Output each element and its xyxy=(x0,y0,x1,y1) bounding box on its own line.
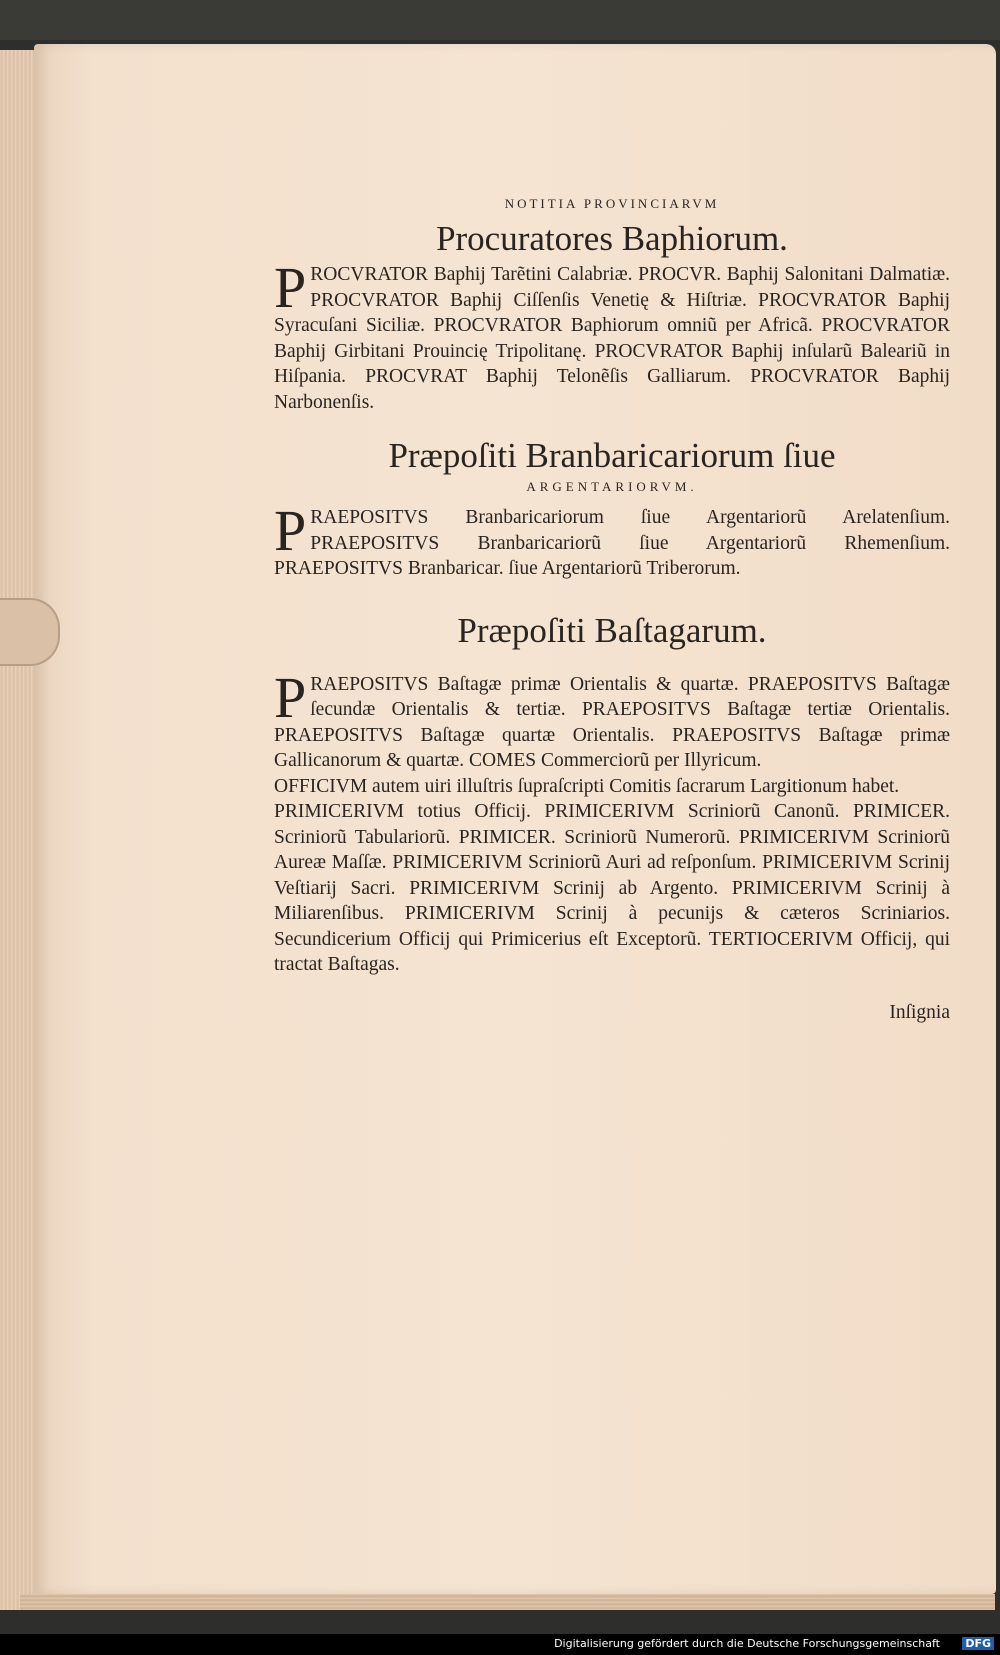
scan-top-background xyxy=(0,0,1000,40)
paragraph-text: ROCVRATOR Baphij Tarẽtini Calabriæ. PROCVR. Baphij Salonitani Dalmatiæ. PROCVRATOR Baphij Ciſſenſis Venetię & Hiſtriæ. PROCVRATOR Baphij Syracuſani Siciliæ. PROCVRATOR Baphiorum omniũ per Africã. PROCVRATOR Baphij Girbitani Prouincię Tripolitanę. PROCVRATOR Baphij inſularũ Baleariũ in Hiſpania. PROCVRAT Baphij Telonẽſis Galliarum. PROCVRATOR Baphij Narbonenſis. xyxy=(274,264,950,413)
section-title-praepositi-branbaricariorum: Præpoſiti Branbaricariorum ſiue xyxy=(388,436,836,475)
catchword: Inſignia xyxy=(889,1001,950,1023)
spacer xyxy=(274,415,950,433)
spacer xyxy=(274,654,950,672)
section-title-praepositi-bastagarum: Præpoſiti Baſtagarum. xyxy=(457,610,767,650)
spacer xyxy=(274,582,950,608)
book-bottom-edges xyxy=(20,1594,995,1610)
drop-cap: P xyxy=(274,255,307,320)
text-column xyxy=(274,196,950,1024)
officium-paragraph: OFFICIVM autem uiri illuſtris ſupraſcripti Comitis ſacrarum Largitionum habet. xyxy=(274,775,900,797)
drop-cap: P xyxy=(274,498,307,563)
section-title-procuratores: Procuratores Baphiorum. xyxy=(436,219,788,258)
section-text-praepositi-branbaricariorum xyxy=(274,498,950,582)
primicerium-paragraph: PRIMICERIVM totius Officij. PRIMICERIVM Scriniorũ Canonũ. PRIMICER. Scriniorũ Tabulariorũ. PRIMICER. Scriniorũ Numerorũ. PRIMICERIVM Scriniorũ Aureæ Maſſæ. PRIMICERIVM Scriniorũ Auri ad reſponſum. PRIMICERIVM Scrinij Veſtiarij Sacri. PRIMICERIVM Scrinij ab Argento. PRIMICERIVM Scrinij à Miliarenſibus. PRIMICERIVM Scrinij à pecunijs & cæteros Scriniarios. Secundicerium Officij qui Primicerius eſt Exceptorũ. TERTIOCERIVM Officij, qui tractat Baſtagas. xyxy=(274,801,950,975)
section-text-procuratores xyxy=(274,255,950,415)
bookmark-tab xyxy=(0,598,60,666)
dfg-logo-icon: DFG xyxy=(962,1637,994,1650)
drop-cap: P xyxy=(274,664,307,730)
paragraph-text: RAEPOSITVS Baſtagæ primæ Orientalis & quartæ. PRAEPOSITVS Baſtagæ ſecundæ Orientalis & tertiæ. PRAEPOSITVS Baſtagæ tertiæ Orientalis. PRAEPOSITVS Baſtagæ quartæ Orientalis. PRAEPOSITVS Baſtagæ primæ Gallicanorum & quartæ. COMES Commerciorũ per Illyricum. xyxy=(274,673,950,771)
section-text-praepositi-bastagarum xyxy=(274,664,950,774)
paragraph-text: RAEPOSITVS Branbaricariorum ſiue Argentariorũ Arelatenſium. PRAEPOSITVS Branbaricariorũ ſiue Argentariorũ Rhemenſium. PRAEPOSITVS Branbaricar. ſiue Argentariorũ Triberorum. xyxy=(274,507,950,579)
running-head: NOTITIA PROVINCIARVM xyxy=(504,196,720,211)
section-subtitle: ARGENTARIORVM. xyxy=(526,479,698,494)
footer-credit: Digitalisierung gefördert durch die Deutsche Forschungsgemeinschaft xyxy=(554,1637,940,1650)
